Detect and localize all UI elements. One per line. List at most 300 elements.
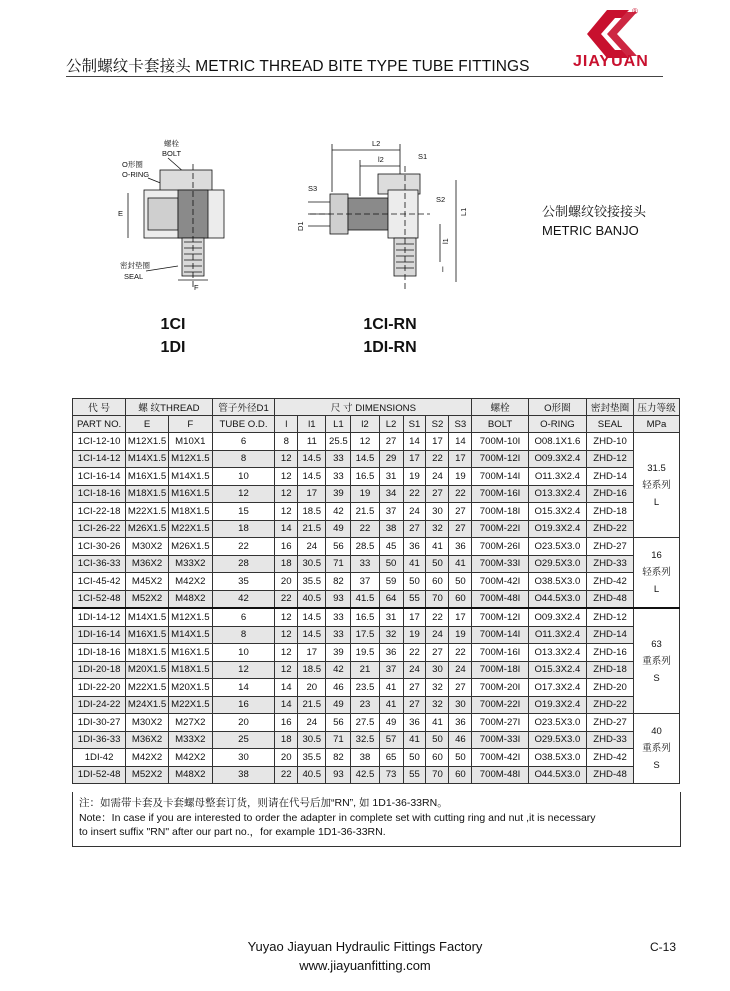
column-header: TUBE O.D. (212, 416, 275, 433)
table-cell: 1DI-52-48 (73, 766, 126, 784)
table-cell: M16X1.5 (168, 644, 212, 662)
table-row (73, 749, 680, 767)
table-row (73, 714, 680, 732)
table-cell: 12 (275, 661, 298, 679)
table-cell: 700M-18I (472, 503, 528, 521)
table-cell: 39 (326, 644, 351, 662)
table-cell: M22X1.5 (126, 679, 169, 697)
table-cell: 37 (351, 573, 379, 591)
table-cell: 18 (275, 555, 298, 573)
table-cell: 16.5 (351, 468, 379, 486)
table-cell: M48X2 (168, 766, 212, 784)
table-cell: ZHD-48 (587, 590, 634, 608)
note-en-line-2: to insert suffix "RN" after our part no.，for example 1D1-36-33RN. (79, 826, 386, 838)
table-cell: ZHD-33 (587, 731, 634, 749)
column-header: MPa (634, 416, 680, 433)
table-cell: M52X2 (126, 766, 169, 784)
table-cell: 700M-22I (472, 696, 528, 714)
table-cell: M26X1.5 (126, 520, 169, 538)
footer-url: www.jiayuanfitting.com (299, 958, 431, 973)
table-cell: M24X1.5 (126, 696, 169, 714)
table-cell: 700M-12I (472, 450, 528, 468)
table-cell: M26X1.5 (168, 538, 212, 556)
s2-label: S2 (436, 195, 446, 204)
table-cell: 22 (449, 644, 472, 662)
table-cell: 33 (326, 450, 351, 468)
table-cell: M14X1.5 (126, 608, 169, 626)
table-cell: 60 (426, 749, 449, 767)
table-cell: 35 (212, 573, 275, 591)
order-note (72, 792, 681, 847)
table-cell: 1DI-42 (73, 749, 126, 767)
table-cell: 41 (449, 555, 472, 573)
table-cell: O44.5X3.0 (528, 590, 586, 608)
table-cell: 27 (403, 520, 426, 538)
pressure-series: L (653, 496, 660, 508)
table-cell: 24 (298, 538, 326, 556)
table-cell: 12 (275, 450, 298, 468)
table-cell: 1CI-36-33 (73, 555, 126, 573)
footer-company: Yuyao Jiayuan Hydraulic Fittings Factory (247, 939, 483, 954)
table-cell: M22X1.5 (168, 520, 212, 538)
table-cell: ZHD-14 (587, 626, 634, 644)
table-cell: 700M-48I (472, 766, 528, 784)
table-cell: 20 (275, 573, 298, 591)
table-row (73, 485, 680, 503)
table-cell: 28 (212, 555, 275, 573)
table-cell: 19 (403, 626, 426, 644)
table-cell: 33 (326, 608, 351, 626)
brand-name: JIAYUAN (573, 53, 649, 70)
table-cell: 27 (403, 679, 426, 697)
table-cell: 1DI-36-33 (73, 731, 126, 749)
note-cn: 注：如需带卡套及卡套螺母整套订货，则请在代号后加“RN”, 如 1D1-36-33RN。 (79, 797, 448, 809)
pressure-series-cn: 轻系列 (642, 479, 671, 491)
pressure-series: S (653, 760, 660, 771)
table-cell: 700M-27I (472, 714, 528, 732)
table-cell: O15.3X2.4 (528, 661, 586, 679)
table-cell: 16 (275, 538, 298, 556)
table-cell: M20X1.5 (168, 679, 212, 697)
header-dimensions: 尺 寸 DIMENSIONS (275, 399, 472, 416)
table-cell: 36 (449, 714, 472, 732)
column-header: l (275, 416, 298, 433)
pressure-mpa: 31.5 (647, 462, 666, 474)
table-cell: 22 (275, 766, 298, 784)
table-cell: 14.5 (351, 450, 379, 468)
table-cell: 17 (403, 608, 426, 626)
table-cell: 17 (449, 450, 472, 468)
table-cell: 10 (212, 644, 275, 662)
table-cell: 14 (449, 433, 472, 451)
table-cell: 24 (403, 661, 426, 679)
table-row (73, 468, 680, 486)
table-cell: 18.5 (298, 661, 326, 679)
table-cell: 19 (351, 485, 379, 503)
f-label: F (194, 283, 199, 292)
l2-small-label: l2 (378, 155, 384, 164)
table-cell: O08.1X1.6 (528, 433, 586, 451)
table-cell: 32 (426, 520, 449, 538)
banjo-title-cn: 公制螺纹铰接接头 (542, 204, 647, 219)
fitting-drawing-1ci-rn (290, 132, 490, 302)
table-cell: 32 (379, 626, 403, 644)
table-cell: 15 (212, 503, 275, 521)
pressure-rating (634, 538, 680, 609)
table-cell: 28.5 (351, 538, 379, 556)
table-cell: 33 (351, 555, 379, 573)
table-cell: 12 (275, 626, 298, 644)
table-row (73, 538, 680, 556)
table-cell: 16 (275, 714, 298, 732)
table-cell: 59 (379, 573, 403, 591)
l-label: l (442, 265, 444, 274)
table-cell: O23.5X3.0 (528, 714, 586, 732)
page-number: C-13 (650, 940, 677, 954)
table-cell: 12 (212, 485, 275, 503)
table-cell: 14.5 (298, 468, 326, 486)
table-cell: M48X2 (168, 590, 212, 608)
table-cell: 30 (426, 503, 449, 521)
table-cell: 1DI-22-20 (73, 679, 126, 697)
table-cell: M27X2 (168, 714, 212, 732)
table-cell: 14 (275, 520, 298, 538)
table-cell: ZHD-33 (587, 555, 634, 573)
table-cell: 24 (403, 503, 426, 521)
s3-label: S3 (308, 184, 318, 193)
table-cell: O29.5X3.0 (528, 731, 586, 749)
table-cell: 1CI-16-14 (73, 468, 126, 486)
table-cell: 39 (326, 485, 351, 503)
header-tube-od-cn: 管子外径D1 (212, 399, 275, 416)
table-cell: 14 (403, 433, 426, 451)
column-header: S2 (426, 416, 449, 433)
d1-label: D1 (296, 221, 305, 231)
table-cell: 49 (326, 520, 351, 538)
table-cell: 60 (449, 590, 472, 608)
table-cell: ZHD-42 (587, 749, 634, 767)
model-label-1ci: 1CI (160, 316, 186, 333)
table-cell: 18 (275, 731, 298, 749)
model-label-1ci-rn: 1CI-RN (363, 316, 417, 333)
table-cell: 49 (326, 696, 351, 714)
l2-label: L2 (372, 139, 381, 148)
table-cell: 41 (426, 714, 449, 732)
table-cell: 12 (275, 468, 298, 486)
table-cell: 22 (212, 538, 275, 556)
table-cell: 700M-14I (472, 468, 528, 486)
table-cell: 30 (449, 696, 472, 714)
column-header: PART NO. (73, 416, 126, 433)
table-cell: O15.3X2.4 (528, 503, 586, 521)
table-cell: 30 (426, 661, 449, 679)
table-cell: 25 (212, 731, 275, 749)
bolt-label: BOLT (162, 149, 182, 158)
table-cell: O11.3X2.4 (528, 468, 586, 486)
table-cell: 21.5 (298, 696, 326, 714)
table-cell: 27 (379, 433, 403, 451)
table-cell: 20 (275, 749, 298, 767)
table-cell: 33 (326, 626, 351, 644)
table-cell: 82 (326, 573, 351, 591)
column-header: L2 (379, 416, 403, 433)
table-cell: 700M-42I (472, 573, 528, 591)
header-bolt-cn: 螺栓 (472, 399, 528, 416)
table-cell: 20 (298, 679, 326, 697)
table-cell: M52X2 (126, 590, 169, 608)
table-cell: 14.5 (298, 450, 326, 468)
table-row (73, 661, 680, 679)
table-cell: 71 (326, 731, 351, 749)
table-cell: M12X1.5 (126, 433, 169, 451)
note-en-line-1: Note：In case if you are interested to order the adapter in complete set with cutting ring and nut ,it is necessary (79, 811, 596, 824)
table-row (73, 520, 680, 538)
table-cell: M16X1.5 (168, 485, 212, 503)
trademark-mark: ® (632, 7, 638, 16)
table-cell: 50 (426, 731, 449, 749)
l1-label: L1 (459, 207, 468, 216)
fitting-drawing-1ci (100, 128, 250, 298)
table-cell: 12 (275, 485, 298, 503)
table-cell: 42 (326, 503, 351, 521)
table-cell: 700M-12I (472, 608, 528, 626)
table-cell: 31 (379, 468, 403, 486)
table-row (73, 450, 680, 468)
oring-cn-label: O形圈 (122, 160, 143, 169)
table-cell: O09.3X2.4 (528, 450, 586, 468)
table-cell: 12 (351, 433, 379, 451)
table-cell: 12 (212, 661, 275, 679)
table-cell: 93 (326, 766, 351, 784)
banjo-title (542, 202, 646, 240)
table-cell: 22 (351, 520, 379, 538)
table-cell: 57 (379, 731, 403, 749)
table-cell: 1CI-30-26 (73, 538, 126, 556)
table-cell: 700M-33I (472, 555, 528, 573)
table-cell: 30.5 (298, 555, 326, 573)
table-cell: 1CI-52-48 (73, 590, 126, 608)
table-cell: M42X2 (126, 749, 169, 767)
table-cell: 18 (212, 520, 275, 538)
table-cell: M14X1.5 (168, 626, 212, 644)
table-cell: 700M-22I (472, 520, 528, 538)
header-pressure-cn: 压力等级 (634, 399, 680, 416)
table-cell: 8 (212, 450, 275, 468)
banjo-title-en: METRIC BANJO (542, 223, 639, 238)
table-cell: 49 (379, 714, 403, 732)
table-cell: 70 (426, 766, 449, 784)
pressure-rating (634, 433, 680, 538)
table-cell: ZHD-18 (587, 661, 634, 679)
pressure-series-cn: 轻系列 (642, 567, 671, 578)
l1-small-label: l1 (441, 238, 450, 244)
table-cell: ZHD-14 (587, 468, 634, 486)
table-cell: 14 (275, 696, 298, 714)
table-cell: 45 (379, 538, 403, 556)
table-cell: 11 (298, 433, 326, 451)
table-cell: 40.5 (298, 766, 326, 784)
table-cell: 700M-33I (472, 731, 528, 749)
table-cell: 1DI-20-18 (73, 661, 126, 679)
table-cell: ZHD-12 (587, 608, 634, 626)
table-cell: 22 (403, 485, 426, 503)
pressure-mpa: 40 (651, 726, 662, 737)
table-cell: 14 (275, 679, 298, 697)
column-header: E (126, 416, 169, 433)
table-cell: ZHD-27 (587, 538, 634, 556)
table-cell: 24 (449, 661, 472, 679)
table-cell: 1DI-30-27 (73, 714, 126, 732)
model-label-1di-rn: 1DI-RN (363, 339, 417, 356)
table-cell: 32 (426, 679, 449, 697)
table-cell: 56 (326, 538, 351, 556)
table-cell: 50 (449, 573, 472, 591)
table-cell: 700M-48I (472, 590, 528, 608)
table-cell: ZHD-20 (587, 679, 634, 697)
table-cell: M33X2 (168, 731, 212, 749)
column-header: l1 (298, 416, 326, 433)
table-cell: 55 (403, 590, 426, 608)
header-row (73, 416, 680, 433)
table-cell: 12 (275, 608, 298, 626)
table-cell: 8 (275, 433, 298, 451)
table-cell: ZHD-12 (587, 450, 634, 468)
table-cell: 24 (298, 714, 326, 732)
table-cell: 1CI-26-22 (73, 520, 126, 538)
bolt-cn-label: 螺栓 (164, 139, 179, 148)
table-cell: 18.5 (298, 503, 326, 521)
pressure-series-cn: 重系列 (642, 743, 671, 754)
header-seal-cn: 密封垫圈 (587, 399, 634, 416)
table-cell: O19.3X2.4 (528, 520, 586, 538)
table-cell: ZHD-18 (587, 503, 634, 521)
table-cell: O17.3X2.4 (528, 679, 586, 697)
table-cell: O19.3X2.4 (528, 696, 586, 714)
seal-label: SEAL (124, 272, 144, 281)
table-cell: 50 (449, 749, 472, 767)
table-cell: 22 (426, 608, 449, 626)
table-row (73, 555, 680, 573)
table-cell: M30X2 (126, 714, 169, 732)
table-cell: 37 (379, 661, 403, 679)
table-cell: M18X1.5 (126, 644, 169, 662)
table-cell: 700M-18I (472, 661, 528, 679)
table-cell: 41.5 (351, 590, 379, 608)
table-row (73, 590, 680, 608)
table-cell: O09.3X2.4 (528, 608, 586, 626)
column-header: S3 (449, 416, 472, 433)
table-cell: 22 (426, 450, 449, 468)
table-cell: 38 (379, 520, 403, 538)
table-cell: 10 (212, 468, 275, 486)
table-cell: 31 (379, 608, 403, 626)
table-cell: M20X1.5 (126, 661, 169, 679)
table-cell: O38.5X3.0 (528, 573, 586, 591)
table-cell: 19.5 (351, 644, 379, 662)
table-cell: 56 (326, 714, 351, 732)
table-row (73, 696, 680, 714)
table-cell: 1CI-14-12 (73, 450, 126, 468)
table-cell: 700M-42I (472, 749, 528, 767)
table-cell: 60 (449, 766, 472, 784)
table-cell: 8 (212, 626, 275, 644)
pressure-mpa: 63 (651, 638, 662, 650)
table-cell: ZHD-16 (587, 644, 634, 662)
table-cell: M12X1.5 (168, 450, 212, 468)
table-cell: 700M-26I (472, 538, 528, 556)
table-cell: 37 (379, 503, 403, 521)
table-cell: 41 (426, 538, 449, 556)
table-cell: M42X2 (168, 573, 212, 591)
table-cell: 24 (426, 626, 449, 644)
table-cell: 12 (275, 503, 298, 521)
table-cell: 19 (449, 468, 472, 486)
header-code: 代 号 (73, 399, 126, 416)
table-cell: ZHD-48 (587, 766, 634, 784)
table-cell: M16X1.5 (126, 626, 169, 644)
table-cell: 27.5 (351, 714, 379, 732)
table-cell: O38.5X3.0 (528, 749, 586, 767)
table-cell: ZHD-27 (587, 714, 634, 732)
table-cell: M18X1.5 (168, 503, 212, 521)
table-cell: 17.5 (351, 626, 379, 644)
table-cell: 36 (379, 644, 403, 662)
spec-table (72, 398, 680, 784)
table-cell: 41 (379, 696, 403, 714)
table-cell: 1CI-12-10 (73, 433, 126, 451)
table-cell: 42.5 (351, 766, 379, 784)
table-cell: 35.5 (298, 573, 326, 591)
table-cell: 41 (403, 731, 426, 749)
table-cell: 700M-16I (472, 485, 528, 503)
table-cell: 64 (379, 590, 403, 608)
table-cell: 42 (326, 661, 351, 679)
table-cell: O13.3X2.4 (528, 644, 586, 662)
table-row (73, 644, 680, 662)
table-cell: O11.3X2.4 (528, 626, 586, 644)
table-row (73, 731, 680, 749)
table-row (73, 503, 680, 521)
seal-cn-label: 密封垫圈 (120, 261, 150, 270)
table-cell: 50 (403, 573, 426, 591)
table-cell: 1CI-22-18 (73, 503, 126, 521)
pressure-mpa: 16 (651, 550, 662, 561)
table-cell: ZHD-22 (587, 696, 634, 714)
table-cell: 12 (275, 644, 298, 662)
table-cell: 41 (379, 679, 403, 697)
table-cell: 6 (212, 608, 275, 626)
s1-label: S1 (418, 152, 428, 161)
e-label: E (118, 209, 124, 218)
header-divider (66, 76, 663, 77)
table-cell: M22X1.5 (126, 503, 169, 521)
oring-label: O-RING (122, 170, 150, 179)
table-cell: 1CI-45-42 (73, 573, 126, 591)
table-cell: 34 (379, 485, 403, 503)
table-cell: M36X2 (126, 555, 169, 573)
table-cell: 60 (426, 573, 449, 591)
table-cell: 700M-14I (472, 626, 528, 644)
table-cell: 50 (379, 555, 403, 573)
table-cell: 25.5 (326, 433, 351, 451)
table-cell: ZHD-10 (587, 433, 634, 451)
table-cell: 1DI-16-14 (73, 626, 126, 644)
table-cell: 71 (326, 555, 351, 573)
table-cell: 16 (212, 696, 275, 714)
table-cell: 17 (298, 485, 326, 503)
table-cell: 93 (326, 590, 351, 608)
table-cell: 700M-10I (472, 433, 528, 451)
